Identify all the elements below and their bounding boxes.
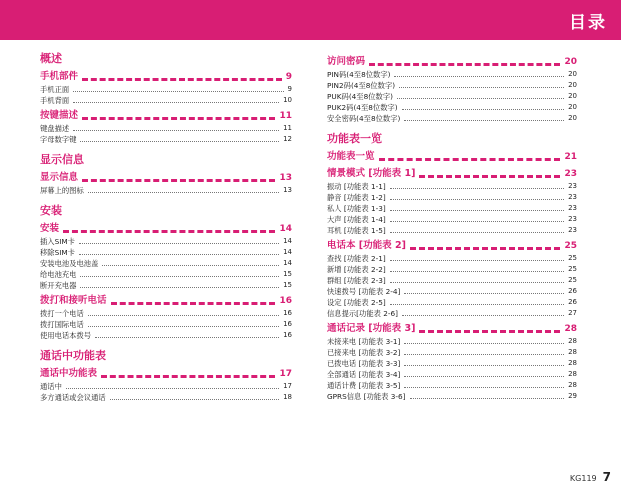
- toc-section-heading[interactable]: [40, 109, 292, 123]
- toc-entry-label: PIN2码(4至8位数字): [327, 81, 396, 90]
- toc-section-heading[interactable]: [40, 70, 292, 84]
- toc-entry[interactable]: [40, 95, 292, 106]
- toc-entry-label: 已拨电话 [功能表 3-3]: [327, 359, 401, 368]
- toc-entry[interactable]: [40, 381, 292, 392]
- toc-entry-page: 23: [568, 204, 577, 212]
- toc-entry-label: 移除SIM卡: [40, 248, 75, 257]
- dot-leader: [402, 109, 564, 110]
- dot-leader: [390, 304, 564, 305]
- dot-leader: [88, 192, 279, 193]
- dot-leader: [80, 276, 279, 277]
- dot-leader: [397, 98, 564, 99]
- model-name: KG119: [569, 474, 597, 483]
- toc-entry[interactable]: [40, 269, 292, 280]
- dot-leader: [402, 315, 564, 316]
- toc-section-title: 手机部件: [40, 71, 79, 82]
- toc-entry-page: 27: [568, 309, 577, 317]
- toc-entry-page: 16: [283, 320, 292, 328]
- toc-entry-page: 17: [283, 382, 292, 390]
- toc-entry-page: 15: [283, 281, 292, 289]
- toc-entry[interactable]: [40, 319, 292, 330]
- toc-entry-page: 10: [283, 96, 292, 104]
- toc-entry-label: 快速拨号 [功能表 2-4]: [327, 287, 401, 296]
- dot-leader: [390, 271, 564, 272]
- toc-section-heading[interactable]: [327, 55, 577, 69]
- toc-entry-label: PUK码(4至8位数字): [327, 92, 393, 101]
- toc-entry[interactable]: [327, 225, 577, 236]
- toc-entry[interactable]: [40, 258, 292, 269]
- toc-entry-page: 25: [568, 276, 577, 284]
- toc-left-column: [40, 52, 292, 403]
- toc-entry-page: 26: [568, 298, 577, 306]
- dot-leader: [390, 232, 564, 233]
- dash-leader: [82, 117, 275, 120]
- toc-entry-page: 23: [568, 193, 577, 201]
- toc-entry[interactable]: [327, 297, 577, 308]
- dot-leader: [404, 365, 564, 366]
- dot-leader: [390, 260, 564, 261]
- toc-entry[interactable]: [327, 264, 577, 275]
- toc-entry[interactable]: [40, 280, 292, 291]
- toc-section-page: 28: [564, 324, 577, 334]
- dot-leader: [102, 265, 279, 266]
- dash-leader: [82, 78, 282, 81]
- toc-entry-label: 静音 [功能表 1-2]: [327, 193, 386, 202]
- toc-entry[interactable]: [327, 80, 577, 91]
- toc-entry-page: 20: [568, 70, 577, 78]
- toc-section-page: 13: [279, 173, 292, 183]
- toc-entry-page: 15: [283, 270, 292, 278]
- dot-leader: [404, 293, 564, 294]
- toc-entry[interactable]: [40, 247, 292, 258]
- dot-leader: [404, 343, 564, 344]
- toc-chapter-title: 安装: [40, 204, 62, 217]
- dot-leader: [399, 87, 564, 88]
- toc-entry-page: 23: [568, 182, 577, 190]
- toc-entry-page: 25: [568, 254, 577, 262]
- toc-entry[interactable]: [327, 91, 577, 102]
- dot-leader: [73, 91, 283, 92]
- toc-entry[interactable]: [327, 391, 577, 402]
- dot-leader: [88, 315, 279, 316]
- toc-entry[interactable]: [40, 134, 292, 145]
- toc-entry-page: 28: [568, 359, 577, 367]
- toc-section-heading[interactable]: [327, 167, 577, 181]
- toc-entry-page: 12: [283, 135, 292, 143]
- toc-entry[interactable]: [327, 286, 577, 297]
- toc-section-page: 16: [279, 296, 292, 306]
- toc-entry[interactable]: [327, 308, 577, 319]
- page-number: 7: [602, 470, 611, 484]
- toc-section-title: 功能表一览: [327, 151, 375, 162]
- toc-section-page: 9: [285, 72, 292, 82]
- toc-section-title: 情景模式 [功能表 1]: [327, 168, 416, 179]
- page-title: 目录: [569, 13, 607, 33]
- toc-entry-label: 给电池充电: [40, 270, 77, 279]
- toc-entry[interactable]: [327, 380, 577, 391]
- toc-section-title: 通话中功能表: [40, 368, 98, 379]
- dot-leader: [410, 398, 565, 399]
- footer: [570, 470, 611, 484]
- toc-entry-label: 手机背面: [40, 96, 70, 105]
- toc-entry-page: 25: [568, 265, 577, 273]
- toc-entry-label: 使用电话本拨号: [40, 331, 92, 340]
- toc-entry-label: 通话中: [40, 382, 62, 391]
- toc-entry-page: 18: [283, 393, 292, 401]
- dot-leader: [79, 243, 279, 244]
- toc-entry-label: 拨打国际电话: [40, 320, 84, 329]
- toc-entry-label: 大声 [功能表 1-4]: [327, 215, 386, 224]
- toc-entry-label: 多方通话或会议通话: [40, 393, 106, 402]
- dash-leader: [101, 375, 275, 378]
- dash-leader: [379, 158, 561, 161]
- toc-entry[interactable]: [40, 185, 292, 196]
- toc-section-heading[interactable]: [327, 150, 577, 164]
- toc-entry-label: 手机正面: [40, 85, 70, 94]
- toc-entry-label: 全部通话 [功能表 3-4]: [327, 370, 401, 379]
- toc-section-title: 安装: [40, 223, 60, 234]
- dot-leader: [394, 76, 564, 77]
- toc-entry-page: 29: [568, 392, 577, 400]
- dot-leader: [80, 287, 279, 288]
- dot-leader: [404, 387, 564, 388]
- toc-section-title: 按键描述: [40, 110, 79, 121]
- toc-entry-page: 20: [568, 114, 577, 122]
- toc-entry-label: GPRS信息 [功能表 3-6]: [327, 392, 406, 401]
- toc-entry[interactable]: [40, 392, 292, 403]
- toc-entry-label: 插入SIM卡: [40, 237, 75, 246]
- toc-section-page: 11: [279, 111, 292, 121]
- toc-entry[interactable]: [327, 192, 577, 203]
- toc-entry-page: 11: [283, 124, 292, 132]
- toc-entry-page: 23: [568, 226, 577, 234]
- toc-section-heading[interactable]: [327, 322, 577, 336]
- dash-leader: [82, 179, 275, 182]
- toc-entry-page: 16: [283, 309, 292, 317]
- toc-entry[interactable]: [327, 102, 577, 113]
- toc-entry-label: 安装电池及电池盖: [40, 259, 99, 268]
- dash-leader: [111, 302, 276, 305]
- toc-chapter-title: 显示信息: [40, 153, 84, 166]
- toc-entry-label: 振动 [功能表 1-1]: [327, 182, 386, 191]
- toc-section-title: 拨打和接听电话: [40, 295, 107, 306]
- dot-leader: [390, 282, 564, 283]
- toc-section-title: 电话本 [功能表 2]: [327, 240, 406, 251]
- toc-section-heading[interactable]: [40, 367, 292, 381]
- toc-entry-page: 23: [568, 215, 577, 223]
- toc-entry-page: 14: [283, 248, 292, 256]
- dash-leader: [419, 175, 560, 178]
- toc-entry[interactable]: [40, 330, 292, 341]
- toc-entry[interactable]: [327, 347, 577, 358]
- toc-entry-page: 28: [568, 381, 577, 389]
- toc-entry[interactable]: [40, 308, 292, 319]
- toc-entry[interactable]: [327, 69, 577, 80]
- toc-entry-label: 已接来电 [功能表 3-2]: [327, 348, 401, 357]
- toc-entry-page: 13: [283, 186, 292, 194]
- toc-entry-label: 未接来电 [功能表 3-1]: [327, 337, 401, 346]
- toc-section-page: 14: [279, 224, 292, 234]
- toc-section-title: 访问密码: [327, 56, 366, 67]
- toc-entry-label: 查找 [功能表 2-1]: [327, 254, 386, 263]
- toc-entry-label: 耳机 [功能表 1-5]: [327, 226, 386, 235]
- dot-leader: [73, 130, 279, 131]
- toc-entry-page: 9: [287, 85, 292, 93]
- toc-entry[interactable]: [40, 236, 292, 247]
- toc-section-heading[interactable]: [40, 171, 292, 185]
- dot-leader: [390, 188, 564, 189]
- toc-entry-label: 拨打一个电话: [40, 309, 84, 318]
- dash-leader: [63, 230, 275, 233]
- toc-entry-label: 屏幕上的图标: [40, 186, 84, 195]
- toc-entry-page: 28: [568, 337, 577, 345]
- toc-entry-label: 群组 [功能表 2-3]: [327, 276, 386, 285]
- toc-chapter-title: 概述: [40, 52, 62, 65]
- toc-entry-label: 字母数字键: [40, 135, 77, 144]
- toc-entry-page: 20: [568, 92, 577, 100]
- dot-leader: [404, 120, 564, 121]
- toc-entry-page: 14: [283, 237, 292, 245]
- toc-entry[interactable]: [327, 369, 577, 380]
- toc-entry-label: PUK2码(4至8位数字): [327, 103, 398, 112]
- toc-entry[interactable]: [327, 214, 577, 225]
- dot-leader: [390, 210, 564, 211]
- toc-chapter-title: 功能表一览: [327, 132, 382, 145]
- toc-entry-label: 键盘描述: [40, 124, 70, 133]
- toc-entry-label: 私人 [功能表 1-3]: [327, 204, 386, 213]
- toc-section-heading[interactable]: [40, 294, 292, 308]
- toc-entry-page: 20: [568, 81, 577, 89]
- toc-entry-label: 通话计费 [功能表 3-5]: [327, 381, 401, 390]
- dot-leader: [390, 221, 564, 222]
- toc-entry-page: 28: [568, 348, 577, 356]
- dot-leader: [73, 102, 279, 103]
- dash-leader: [369, 63, 560, 66]
- toc-section-page: 23: [564, 169, 577, 179]
- toc-entry[interactable]: [327, 181, 577, 192]
- dot-leader: [390, 199, 564, 200]
- toc-section-page: 20: [564, 57, 577, 67]
- toc-entry-label: 新增 [功能表 2-2]: [327, 265, 386, 274]
- toc-section-title: 通话记录 [功能表 3]: [327, 323, 416, 334]
- toc-entry-page: 20: [568, 103, 577, 111]
- toc-entry-label: 安全密码(4至8位数字): [327, 114, 401, 123]
- toc-entry[interactable]: [327, 203, 577, 214]
- dot-leader: [110, 399, 279, 400]
- toc-entry-label: 信息提示[功能表 2-6]: [327, 309, 399, 318]
- dot-leader: [404, 354, 564, 355]
- dot-leader: [80, 141, 279, 142]
- toc-section-page: 25: [564, 241, 577, 251]
- toc-entry-page: 26: [568, 287, 577, 295]
- toc-entry[interactable]: [40, 123, 292, 134]
- toc-entry[interactable]: [327, 358, 577, 369]
- toc-entry[interactable]: [327, 275, 577, 286]
- dot-leader: [88, 326, 279, 327]
- toc-chapter-title: 通话中功能表: [40, 349, 106, 362]
- toc-section-page: 17: [279, 369, 292, 379]
- toc-entry[interactable]: [327, 113, 577, 124]
- toc-entry-label: 设定 [功能表 2-5]: [327, 298, 386, 307]
- toc-section-page: 21: [564, 152, 577, 162]
- toc-right-column: [327, 52, 577, 402]
- toc-entry-page: 16: [283, 331, 292, 339]
- dot-leader: [404, 376, 564, 377]
- toc-entry-label: 断开充电器: [40, 281, 77, 290]
- dot-leader: [95, 337, 279, 338]
- dash-leader: [410, 247, 561, 250]
- toc-entry[interactable]: [327, 253, 577, 264]
- toc-entry[interactable]: [327, 336, 577, 347]
- dot-leader: [79, 254, 279, 255]
- toc-entry-label: PIN码(4至8位数字): [327, 70, 391, 79]
- toc-entry[interactable]: [40, 84, 292, 95]
- toc-section-heading[interactable]: [40, 222, 292, 236]
- toc-section-heading[interactable]: [327, 239, 577, 253]
- dash-leader: [419, 330, 560, 333]
- toc-entry-page: 28: [568, 370, 577, 378]
- dot-leader: [66, 388, 279, 389]
- toc-entry-page: 14: [283, 259, 292, 267]
- header-bar: [0, 0, 621, 40]
- toc-section-title: 显示信息: [40, 172, 79, 183]
